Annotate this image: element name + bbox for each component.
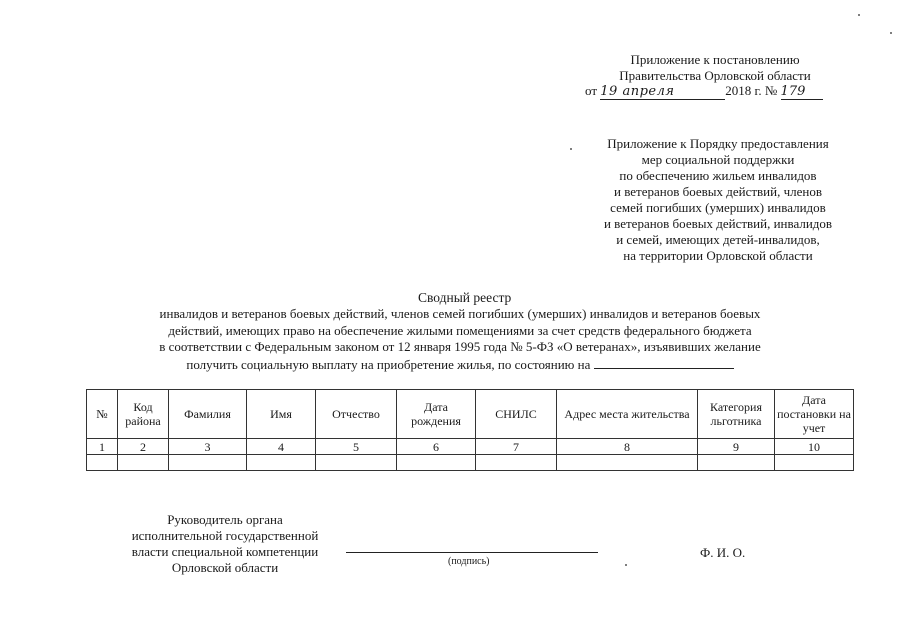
table-cell — [397, 455, 476, 471]
registry-description — [100, 306, 820, 373]
table-row — [87, 455, 854, 471]
col-header-district-code: Код района — [118, 390, 169, 439]
table-cell: 1 — [87, 439, 118, 455]
table-cell: 7 — [476, 439, 557, 455]
table-cell: 10 — [775, 439, 854, 455]
appendix-line: на территории Орловской области — [623, 248, 813, 263]
full-name-label: Ф. И. О. — [700, 545, 746, 560]
table-cell: 3 — [169, 439, 247, 455]
approval-line: Приложение к постановлению — [630, 52, 800, 67]
table-cell — [247, 455, 316, 471]
table-header-row — [87, 390, 854, 439]
table-cell: 4 — [247, 439, 316, 455]
table-row — [87, 439, 854, 455]
table-cell — [557, 455, 698, 471]
col-header-name: Имя — [247, 390, 316, 439]
approval-line: Правительства Орловской области — [619, 68, 811, 83]
col-header-surname: Фамилия — [169, 390, 247, 439]
signer-line: Орловской области — [171, 560, 279, 575]
description-line: действий, имеющих право на обеспечение жилыми помещениями за счет средств федерального бюджета — [168, 322, 752, 338]
appendix-line: по обеспечению жильем инвалидов — [619, 168, 817, 183]
scan-speck — [890, 32, 892, 34]
scan-speck — [858, 14, 860, 16]
appendix-line: мер социальной поддержки — [641, 152, 795, 167]
table-cell: 6 — [397, 439, 476, 455]
scan-speck — [570, 148, 572, 150]
table-cell — [476, 455, 557, 471]
description-line: инвалидов и ветеранов боевых действий, членов семей погибших (умерших) инвалидов и ветеранов боевых — [159, 306, 761, 321]
document-title: Сводный реестр — [418, 290, 512, 305]
approval-header — [580, 52, 850, 84]
col-header-category: Категория льготника — [698, 390, 775, 439]
table-cell: 9 — [698, 439, 775, 455]
scan-speck — [625, 564, 627, 566]
appendix-line: и ветеранов боевых действий, инвалидов — [603, 216, 833, 231]
handwritten-number: 179 — [781, 84, 823, 100]
date-suffix: 2018 г. № — [725, 83, 778, 98]
table-cell — [87, 455, 118, 471]
registry-table — [86, 389, 854, 471]
status-date-blank — [594, 356, 734, 369]
description-line: получить социальную выплату на приобретение жилья, по состоянию на — [186, 356, 591, 372]
signer-block — [110, 512, 340, 576]
signer-line: исполнительной государственной — [131, 528, 319, 543]
table-cell: 5 — [316, 439, 397, 455]
appendix-line: Приложение к Порядку предоставления — [607, 136, 829, 151]
date-prefix: от — [585, 83, 598, 98]
handwritten-date: 19 апреля — [600, 84, 725, 100]
signer-line: власти специальной компетенции — [131, 544, 319, 559]
signature-label: (подпись) — [448, 556, 490, 567]
appendix-line: и семей, имеющих детей-инвалидов, — [616, 232, 820, 247]
table-cell — [118, 455, 169, 471]
table-cell: 8 — [557, 439, 698, 455]
table-cell: 2 — [118, 439, 169, 455]
procedure-appendix-header — [578, 136, 858, 264]
table-cell — [316, 455, 397, 471]
col-header-patronymic: Отчество — [316, 390, 397, 439]
signature-line — [346, 552, 598, 553]
approval-date-row — [585, 83, 823, 100]
appendix-line: семей погибших (умерших) инвалидов — [610, 200, 826, 215]
col-header-registration-date: Дата постановки на учет — [775, 390, 854, 439]
col-header-birth-date: Дата рождения — [397, 390, 476, 439]
table-cell — [698, 455, 775, 471]
table-cell — [775, 455, 854, 471]
signer-line: Руководитель органа — [167, 512, 283, 527]
col-header-address: Адрес места жительства — [557, 390, 698, 439]
col-header-number: № — [87, 390, 118, 439]
col-header-snils: СНИЛС — [476, 390, 557, 439]
appendix-line: и ветеранов боевых действий, членов — [613, 184, 822, 199]
description-line: в соответствии с Федеральным законом от 12 января 1995 года № 5-ФЗ «О ветеранах», изъявивших желание — [159, 339, 761, 354]
description-line-last — [100, 356, 820, 374]
table-cell — [169, 455, 247, 471]
